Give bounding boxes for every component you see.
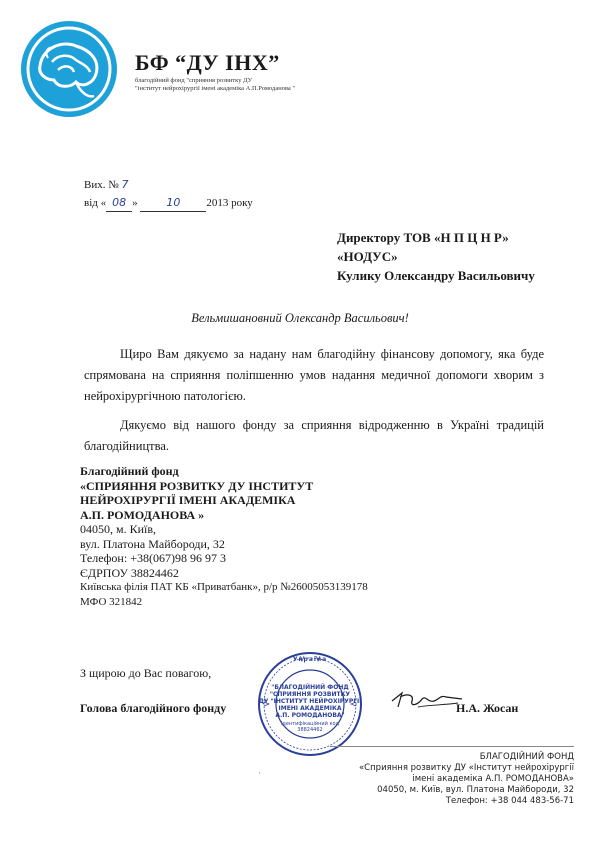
fund-bank-account: Київська філія ПАТ КБ «Приватбанк», р/р №26005053139178: [80, 581, 368, 593]
outgoing-date-row: [84, 194, 253, 212]
letterhead-subtitle-line1: благодійний фонд "сприяння розвитку ДУ: [135, 77, 253, 84]
footer-line3: імені академіка А.П. РОМОДАНОВА»: [412, 774, 574, 784]
fund-phone: Телефон: +38(067)98 96 97 3: [80, 551, 226, 565]
salutation: Вельмишановний Олександр Васильович!: [191, 311, 409, 325]
stamp-id-code: 38824462: [297, 727, 323, 733]
signatory-title: Голова благодійного фонду: [80, 701, 227, 715]
fund-name-line4: А.П. РОМОДАНОВА »: [80, 507, 205, 522]
body-paragraph-1: Щиро Вам дякуємо за надану нам благодійну фінансову допомогу, яка буде спрямована на сприяння поліпшенню умов надання медичної допомоги хворим з нейрохірургічною патологією.: [84, 347, 544, 403]
fund-address-line2: вул. Платона Майбороди, 32: [80, 536, 225, 551]
stamp-id-label: Ідентифікаційний код: [280, 721, 340, 727]
stamp-line5: А.П. РОМОДАНОВА": [275, 712, 345, 719]
fund-name-line1: Благодійний фонд: [80, 464, 179, 478]
stamp-line4: ІМЕНІ АКАДЕМІКА: [278, 705, 342, 712]
body-paragraph-2: Дякуємо від нашого фонду за сприяння відродженню в Україні традицій благодійництва.: [84, 418, 544, 453]
fund-address-line1: 04050, м. Київ,: [80, 522, 157, 536]
stamp-line2: "СПРИЯННЯ РОЗВИТКУ: [269, 691, 351, 698]
footer-line1: БЛАГОДІЙНИЙ ФОНД: [479, 752, 574, 762]
footer-line5: Телефон: +38 044 483-56-71: [445, 796, 574, 806]
outgoing-date-separator: »: [132, 197, 138, 209]
brain-logo-icon: [18, 18, 120, 120]
stamp-line1: "БЛАГОДІЙНИЙ ФОНД: [271, 684, 349, 691]
fund-edrpou: ЄДРПОУ 38824462: [80, 565, 179, 580]
outgoing-month: 10: [140, 194, 206, 212]
footer-divider: [330, 746, 574, 747]
fund-name-line3: НЕЙРОХІРУРГІЇ ІМЕНІ АКАДЕМІКА: [80, 493, 296, 507]
outgoing-number-row: [84, 176, 253, 194]
fund-mfo: МФО 321842: [80, 595, 143, 608]
outgoing-reference: [84, 176, 253, 212]
footer-line4: 04050, м. Київ, вул. Платона Майбороди, 32: [377, 785, 574, 795]
footer-address: [330, 752, 574, 807]
closing-regards: З щирою до Вас повагою,: [80, 666, 212, 680]
outgoing-number-value: 7: [121, 178, 129, 191]
stamp-identification: [256, 721, 364, 733]
stamp-line3: ДУ "ІНСТИТУТ НЕЙРОХІРУРГІЇ: [258, 698, 362, 705]
footer-line2: «Сприяння розвитку ДУ «Інститут нейрохірургії: [358, 763, 574, 773]
fund-name-line2: «СПРИЯННЯ РОЗВИТКУ ДУ ІНСТИТУТ: [80, 478, 314, 493]
fund-requisites: [80, 464, 368, 609]
recipient-line2: «НОДУС»: [337, 249, 398, 264]
outgoing-number-label: Вих. №: [84, 179, 119, 191]
letterhead-subtitle: [135, 77, 295, 93]
stamp-inner-text: [256, 684, 364, 719]
recipient-block: [337, 228, 535, 285]
outgoing-day: 08: [106, 194, 132, 212]
letterhead-subtitle-line2: "інститут нейрохірургії імені академіка А.П.Ромоданова ": [135, 85, 296, 92]
recipient-line3: Кулику Олександру Васильовичу: [337, 268, 535, 283]
letterhead-title: БФ “ДУ ІНХ”: [135, 50, 280, 75]
signatory-name: Н.А. Жосан: [456, 701, 519, 715]
footer-mark: ·: [258, 769, 261, 778]
stamp-ring-top: Україна: [292, 656, 328, 663]
outgoing-year: 2013 року: [206, 197, 253, 209]
recipient-line1: Директору ТОВ «Н П Ц Н Р»: [337, 230, 509, 245]
outgoing-date-label: від «: [84, 197, 107, 209]
